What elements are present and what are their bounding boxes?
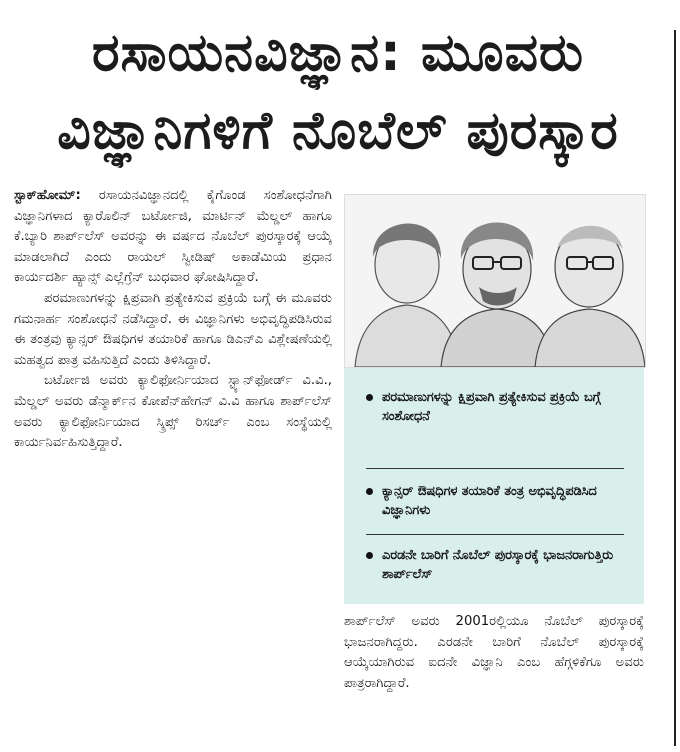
highlight-item	[366, 546, 624, 584]
article-paragraph-4: ಶಾರ್ಪ್‌ಲೆಸ್ ಅವರು 2001ರಲ್ಲಿಯೂ ನೊಬೆಲ್ ಪುರಸ್ಕಾರಕ್ಕೆ ಭಾಜನರಾಗಿದ್ದರು. ಎರಡನೇ ಬಾರಿಗೆ ನೊಬೆಲ್ ಪುರಸ್ಕಾರಕ್ಕೆ ಆಯ್ಕೆಯಾಗಿರುವ ಐದನೇ ವಿಜ್ಞಾನಿ ಎಂಬ ಹೆಗ್ಗಳಿಕೆಗೂ ಅವರು ಪಾತ್ರರಾಗಿದ್ದಾರೆ.	[344, 614, 644, 691]
article-paragraph-1	[14, 186, 332, 289]
divider	[366, 534, 624, 535]
article-paragraph-2: ಪರಮಾಣುಗಳನ್ನು ಕ್ಷಿಪ್ರವಾಗಿ ಪ್ರತ್ಯೇಕಿಸುವ ಪ್ರಕ್ರಿಯೆ ಬಗ್ಗೆ ಈ ಮೂವರು ಗಮನಾರ್ಹ ಸಂಶೋಧನೆ ನಡೆಸಿದ್ದಾರೆ. ಈ ವಿಜ್ಞಾನಿಗಳು ಅಭಿವೃದ್ಧಿಪಡಿಸಿರುವ ಈ ತಂತ್ರವು ಕ್ಯಾನ್ಸರ್ ಔಷಧಿಗಳ ತಯಾರಿಕೆ ಹಾಗೂ ಡಿಎನ್‌ಎ ವಿಶ್ಲೇಷಣೆಯಲ್ಲಿ ಮಹತ್ವದ ಪಾತ್ರ ವಹಿಸುತ್ತಿದೆ ಎಂದು ತಿಳಿಸಿದ್ದಾರೆ.	[14, 290, 332, 368]
highlights-box	[344, 368, 644, 604]
paragraph-1-text: ರಸಾಯನವಿಜ್ಞಾನದಲ್ಲಿ ಕೈಗೊಂಡ ಸಂಶೋಧನೆಗಾಗಿ ವಿಜ್ಞಾನಿಗಳಾದ ಕ್ಯಾರೊಲಿನ್ ಬರ್ಟೋಜಿ, ಮಾರ್ಟಿನ್ ಮೆಲ್ಡಲ್ ಹಾಗೂ ಕೆ.ಬ್ಯಾರಿ ಶಾರ್ಪ್‌ಲೆಸ್ ಅವರನ್ನು ಈ ವರ್ಷದ ನೊಬೆಲ್ ಪುರಸ್ಕಾರಕ್ಕೆ ಆಯ್ಕೆ ಮಾಡಲಾಗಿದೆ ಎಂದು ರಾಯಲ್ ಸ್ವೀಡಿಷ್ ಅಕಾಡೆಮಿಯ ಪ್ರಧಾನ ಕಾರ್ಯದರ್ಶಿ ಹ್ಯಾನ್ಸ್ ಎಲ್ಲೆಗ್ರೆನ್ ಬುಧವಾರ ಘೋಷಿಸಿದ್ದಾರೆ.	[14, 188, 332, 286]
headline-line-2: ವಿಜ್ಞಾನಿಗಳಿಗೆ ನೊಬೆಲ್ ಪುರಸ್ಕಾರ	[57, 101, 619, 161]
highlight-item	[366, 482, 624, 520]
headline-line-1: ರಸಾಯನವಿಜ್ಞಾನ: ಮೂವರು	[91, 23, 584, 83]
dateline: ಸ್ಟಾಕ್‌ಹೋಮ್:	[14, 188, 81, 203]
bullet-icon	[366, 394, 373, 401]
highlight-text: ಪರಮಾಣುಗಳನ್ನು ಕ್ಷಿಪ್ರವಾಗಿ ಪ್ರತ್ಯೇಕಿಸುವ ಪ್ರಕ್ರಿಯೆ ಬಗ್ಗೆ ಸಂಶೋಧನೆ	[382, 390, 601, 424]
bullet-icon	[366, 488, 373, 495]
bullet-icon	[366, 552, 373, 559]
article-paragraph-3: ಬರ್ಟೋಜಿ ಅವರು ಕ್ಯಾಲಿಫೋರ್ನಿಯಾದ ಸ್ಟ್ಯಾನ್‌ಫೋರ್ಡ್ ವಿ.ವಿ., ಮೆಲ್ಡಲ್ ಅವರು ಡೆನ್ಮಾರ್ಕ್‌ನ ಕೋಪೆನ್‌ಹೇಗನ್ ವಿ.ವಿ ಹಾಗೂ ಶಾರ್ಪ್‌ಲೆಸ್ ಅವರು ಕ್ಯಾಲಿಫೋರ್ನಿಯಾದ ಸ್ಕ್ರಿಪ್ಸ್ ರಿಸರ್ಚ್ ಎಂಬ ಸಂಸ್ಥೆಯಲ್ಲಿ ಕಾರ್ಯನಿರ್ವಹಿಸುತ್ತಿದ್ದಾರೆ.	[14, 373, 332, 451]
laureates-photo	[344, 194, 646, 368]
highlight-text: ಕ್ಯಾನ್ಸರ್ ಔಷಧಿಗಳ ತಯಾರಿಕೆ ತಂತ್ರ ಅಭಿವೃದ್ಧಿಪಡಿಸಿದ ವಿಜ್ಞಾನಿಗಳು	[382, 484, 597, 518]
highlight-item	[366, 388, 624, 426]
laureates-sketch	[345, 195, 645, 367]
highlight-text: ಎರಡನೇ ಬಾರಿಗೆ ನೊಬೆಲ್ ಪುರಸ್ಕಾರಕ್ಕೆ ಭಾಜನರಾಗುತ್ತಿರು ಶಾರ್ಪ್‌ಲೆಸ್	[382, 548, 614, 582]
article-right-column	[344, 612, 644, 694]
divider	[366, 468, 624, 469]
column-rule	[674, 30, 676, 746]
article-left-column	[14, 186, 332, 454]
